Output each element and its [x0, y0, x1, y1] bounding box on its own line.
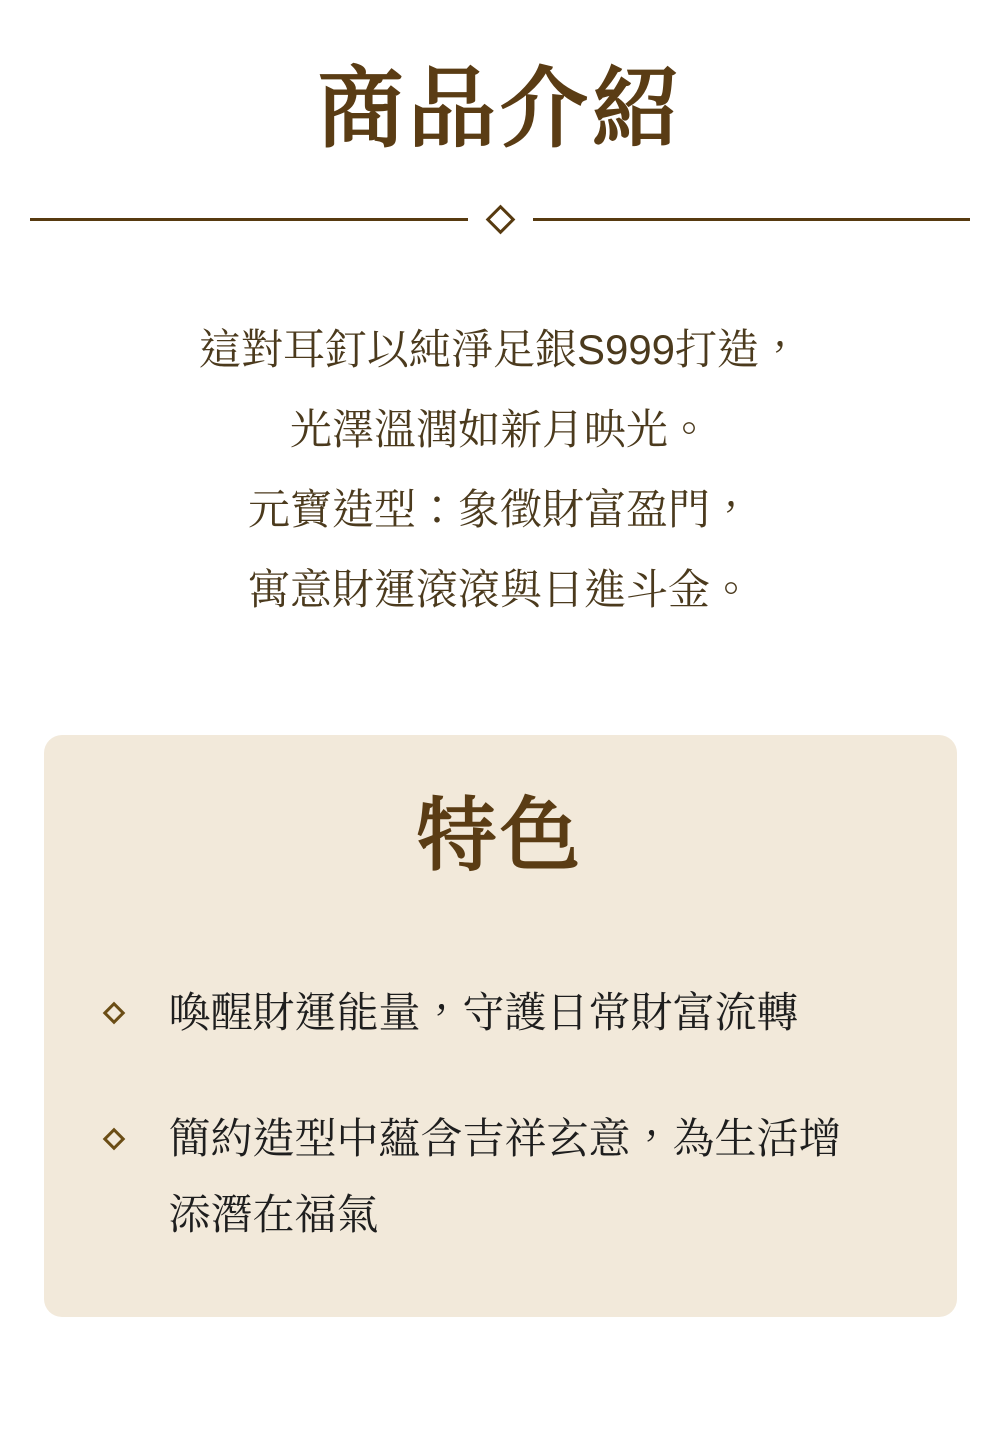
feature-item-text: 喚醒財運能量，守護日常財富流轉 [168, 989, 799, 1036]
intro-paragraph [0, 310, 1000, 630]
divider-line-right [533, 218, 971, 221]
feature-card-title: 特色 [416, 793, 584, 881]
intro-line: 這對耳釘以純淨足銀S999打造， [198, 326, 802, 373]
page-title: 商品介紹 [315, 62, 684, 159]
product-intro-page [0, 56, 1000, 1443]
list-item [99, 975, 902, 1051]
feature-item-text: 簡約造型中蘊含吉祥玄意，為生活增添潛在福氣 [168, 1115, 841, 1238]
feature-list [99, 975, 902, 1253]
intro-line: 光澤溫潤如新月映光。 [289, 406, 710, 453]
feature-card [44, 735, 957, 1317]
diamond-icon [485, 204, 515, 234]
diamond-bullet-icon [102, 1002, 125, 1025]
intro-line: 寓意財運滾滾與日進斗金。 [247, 566, 752, 613]
section-divider [0, 204, 1000, 234]
diamond-bullet-icon [102, 1128, 125, 1151]
list-item [99, 1101, 902, 1253]
intro-line: 元寶造型：象徵財富盈門， [247, 486, 752, 533]
divider-line-left [30, 218, 468, 221]
